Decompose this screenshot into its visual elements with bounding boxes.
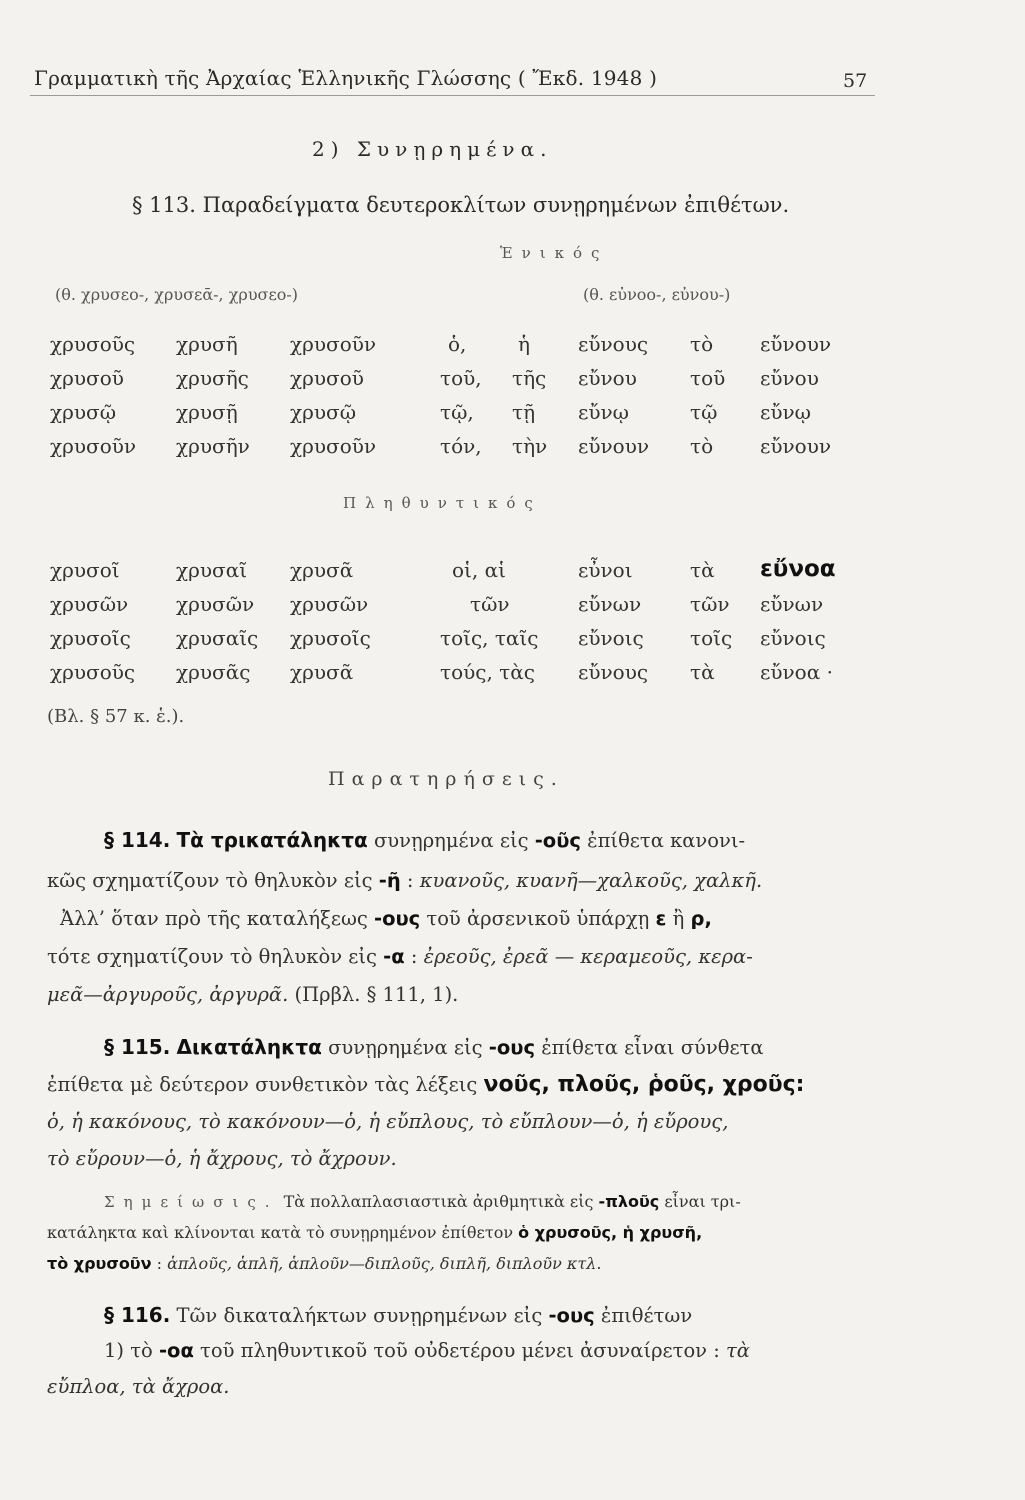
table-cell: τῆς xyxy=(512,366,547,390)
table-cell: χρυσαῖς xyxy=(176,626,259,650)
table-cell: ἡ xyxy=(518,332,530,356)
note-line-3 xyxy=(47,1250,602,1278)
table-cell: τοῦ, xyxy=(440,366,482,390)
table-cell: τοῖς xyxy=(690,626,733,650)
stem-note-chrysous: (θ. χρυσεο-, χρυσεᾱ-, χρυσεο-) xyxy=(55,285,299,304)
table-cell: εὔνῳ xyxy=(578,400,629,424)
table-cell: εὔνων xyxy=(760,592,824,616)
table-cell: τῶν xyxy=(690,592,730,616)
table-cell: εὔνοις xyxy=(578,626,644,650)
table-cell: χρυσοῖς xyxy=(290,626,371,650)
letter-keyword: ε xyxy=(655,907,667,930)
table-cell: τούς, τὰς xyxy=(440,660,535,684)
text-run: 1) τὸ xyxy=(104,1339,153,1362)
ending-keyword: -πλοῦς xyxy=(598,1192,660,1211)
paragraph-number: § 115. xyxy=(104,1035,171,1059)
example-run: ἐρεοῦς, ἐρεᾶ — κεραμεοῦς, κερα- xyxy=(423,945,753,968)
table-cell: εὔνων xyxy=(578,592,642,616)
table-cell: χρυσᾶ xyxy=(290,660,354,684)
paragraph-116-line-3: εὔπλοα, τὰ ἄχροα. xyxy=(47,1375,230,1398)
paragraph-116-line-1 xyxy=(104,1300,692,1331)
table-cell: χρυσῆ xyxy=(176,332,238,356)
plural-heading: Πληθυντικός xyxy=(343,494,542,512)
text-run: Τὰ πολλαπλασιαστικὰ ἀριθμητικὰ εἰς xyxy=(283,1192,594,1211)
example-run: ἁπλοῦς, ἁπλῆ, ἁπλοῦν—διπλοῦς, διπλῆ, διπλοῦν κτλ. xyxy=(167,1254,602,1273)
word-keywords: νοῦς, πλοῦς, ῥοῦς, χροῦς: xyxy=(483,1072,805,1097)
table-cell: τὸ xyxy=(690,434,714,458)
stem-note-eunous: (θ. εὐνοο-, εὐνου-) xyxy=(583,285,731,304)
text-run: κατάληκτα καὶ κλίνονται κατὰ τὸ συνῃρημένον ἐπίθετον xyxy=(47,1223,514,1242)
table-cell: χρυσοῦ xyxy=(290,366,364,390)
table-cell: χρυσῷ xyxy=(50,400,116,424)
word-keywords: τὸ χρυσοῦν xyxy=(47,1254,152,1273)
singular-heading: Ἑνικός xyxy=(500,244,609,262)
table-cell: εὔνους xyxy=(578,332,649,356)
ending-keyword: -ους xyxy=(548,1304,595,1327)
paragraph-115-line-4: τὸ εὔρουν—ὁ, ἡ ἄχρους, τὸ ἄχρουν. xyxy=(47,1147,397,1170)
table-cell: εὔνους xyxy=(578,660,649,684)
table-cell: εὔνουν xyxy=(578,434,650,458)
paragraph-114-line-3 xyxy=(60,904,712,934)
text-run: συνῃρημένα εἰς xyxy=(374,829,529,852)
ending-keyword: -οῦς xyxy=(534,829,581,852)
cross-reference: (Βλ. § 57 κ. ἑ.). xyxy=(47,706,185,727)
note-line-1 xyxy=(104,1188,741,1216)
table-cell: χρυσῷ xyxy=(290,400,356,424)
table-cell: τόν, xyxy=(440,434,482,458)
table-cell: χρυσῆν xyxy=(176,434,250,458)
letter-keyword: ρ, xyxy=(690,907,712,930)
paragraph-116-line-2 xyxy=(104,1336,750,1366)
text-run: ἐπίθετα κανονι- xyxy=(587,829,746,852)
text-run: : xyxy=(410,945,418,968)
table-cell: χρυσοῦς xyxy=(50,332,136,356)
table-cell: τῷ xyxy=(690,400,718,424)
table-cell: τοῦ xyxy=(690,366,726,390)
text-run: κῶς σχηματίζουν τὸ θηλυκὸν εἰς xyxy=(47,869,373,892)
word-keywords: ὁ χρυσοῦς, ἡ χρυσῆ, xyxy=(518,1223,703,1242)
table-cell: χρυσοῦ xyxy=(50,366,124,390)
table-cell: χρυσῇ xyxy=(176,400,238,424)
running-header-title: Γραμματικὴ τῆς Ἀρχαίας Ἑλληνικῆς Γλώσσης ( Ἔκδ. 1948 ) xyxy=(34,66,658,90)
paragraph-113 xyxy=(132,193,789,217)
text-run: ἐπίθετα μὲ δεύτερον συνθετικὸν τὰς λέξεις xyxy=(47,1073,478,1096)
ending-keyword: -ῆ xyxy=(378,869,401,892)
table-cell: χρυσοῦν xyxy=(290,332,377,356)
table-cell: εὔνοις xyxy=(760,626,826,650)
text-run: Τῶν δικαταλήκτων συνῃρημένων εἰς xyxy=(176,1304,543,1327)
text-run: Ἀλλ’ ὅταν πρὸ τῆς καταλήξεως xyxy=(60,907,368,930)
paragraph-115-line-1 xyxy=(104,1032,764,1063)
table-cell: χρυσῶν xyxy=(290,592,369,616)
table-cell: τὸ xyxy=(690,332,714,356)
table-cell: τὴν xyxy=(512,434,548,458)
table-cell: εὔνουν xyxy=(760,434,832,458)
table-cell: τῶν xyxy=(470,592,510,616)
example-run: μεᾶ—ἀργυροῦς, ἀργυρᾶ. xyxy=(47,983,289,1006)
text-run: : xyxy=(156,1254,162,1273)
note-label: Σημείωσις. xyxy=(104,1193,279,1211)
table-cell: εὖνοι xyxy=(578,558,633,582)
paragraph-number: § 114. xyxy=(104,828,171,852)
table-cell: χρυσοῖ xyxy=(50,558,120,582)
table-cell: χρυσοῦν xyxy=(50,434,137,458)
table-cell: χρυσᾶ xyxy=(290,558,354,582)
paragraph-text: Παραδείγματα δευτεροκλίτων συνῃρημένων ἐπιθέτων. xyxy=(202,193,790,217)
table-cell: εὔνου xyxy=(760,366,819,390)
table-cell: χρυσαῖ xyxy=(176,558,248,582)
paragraph-114-line-2 xyxy=(47,866,762,896)
table-cell: τοῖς, ταῖς xyxy=(440,626,539,650)
paragraph-114-line-4 xyxy=(47,942,753,972)
text-run: τοῦ ἀρσενικοῦ ὑπάρχῃ xyxy=(426,907,650,930)
paragraph-heading: Τὰ τρικατάληκτα xyxy=(176,828,368,852)
text-run: τοῦ πληθυντικοῦ τοῦ οὐδετέρου μένει ἀσυναίρετον : xyxy=(200,1339,720,1362)
text-run: ἢ xyxy=(672,907,685,930)
ending-keyword: -ους xyxy=(488,1036,535,1059)
table-cell: τὰ xyxy=(690,558,715,582)
text-run: εἶναι τρι- xyxy=(664,1192,741,1211)
text-run: ἐπίθετα εἶναι σύνθετα xyxy=(541,1036,764,1059)
paragraph-115-line-2 xyxy=(47,1070,804,1100)
table-cell: εὔνῳ xyxy=(760,400,811,424)
table-cell: χρυσῶν xyxy=(176,592,255,616)
table-cell: χρυσοῦν xyxy=(290,434,377,458)
paragraph-heading: Δικατάληκτα xyxy=(176,1035,322,1059)
table-cell: χρυσῶν xyxy=(50,592,129,616)
table-cell: χρυσᾶς xyxy=(176,660,251,684)
example-run: κυανοῦς, κυανῆ—χαλκοῦς, χαλκῆ. xyxy=(419,869,763,892)
table-cell: τῷ, xyxy=(440,400,474,424)
notes-heading: Παρατηρήσεις. xyxy=(328,768,564,790)
table-cell: εὔνουν xyxy=(760,332,832,356)
ending-keyword: -α xyxy=(383,945,405,968)
table-cell: τῇ xyxy=(512,400,536,424)
table-cell: οἱ, αἱ xyxy=(452,558,506,582)
text-run: τότε σχηματίζουν τὸ θηλυκὸν εἰς xyxy=(47,945,377,968)
table-cell: εὔνου xyxy=(578,366,637,390)
table-cell: χρυσοῖς xyxy=(50,626,131,650)
section-title: 2) Συνῃρημένα. xyxy=(312,137,553,161)
paragraph-number: § 113. xyxy=(132,193,196,217)
paragraph-114-line-5 xyxy=(47,980,458,1010)
table-cell: χρυσοῦς xyxy=(50,660,136,684)
table-cell: τὰ xyxy=(690,660,715,684)
table-cell-bold: εὔνοα xyxy=(760,556,836,582)
page-number: 57 xyxy=(843,70,868,92)
ending-keyword: -οα xyxy=(158,1339,194,1362)
text-run: (Πρβλ. § 111, 1). xyxy=(294,983,459,1006)
text-run: : xyxy=(406,869,414,892)
note-line-2 xyxy=(47,1219,702,1247)
paragraph-number: § 116. xyxy=(104,1303,171,1327)
text-run: ἐπιθέτων xyxy=(600,1304,693,1327)
text-run: συνῃρημένα εἰς xyxy=(328,1036,483,1059)
ending-keyword: -ους xyxy=(373,907,421,930)
header-rule xyxy=(30,95,875,96)
table-cell: χρυσῆς xyxy=(176,366,249,390)
paragraph-115-line-3: ὁ, ἡ κακόνους, τὸ κακόνουν—ὁ, ἡ εὔπλους, τὸ εὔπλουν—ὁ, ἡ εὔρους, xyxy=(47,1110,729,1133)
example-run: τὰ xyxy=(726,1339,750,1362)
table-cell: εὔνοα · xyxy=(760,660,833,684)
table-cell: ὁ, xyxy=(448,332,467,356)
paragraph-114-line-1 xyxy=(104,825,745,856)
